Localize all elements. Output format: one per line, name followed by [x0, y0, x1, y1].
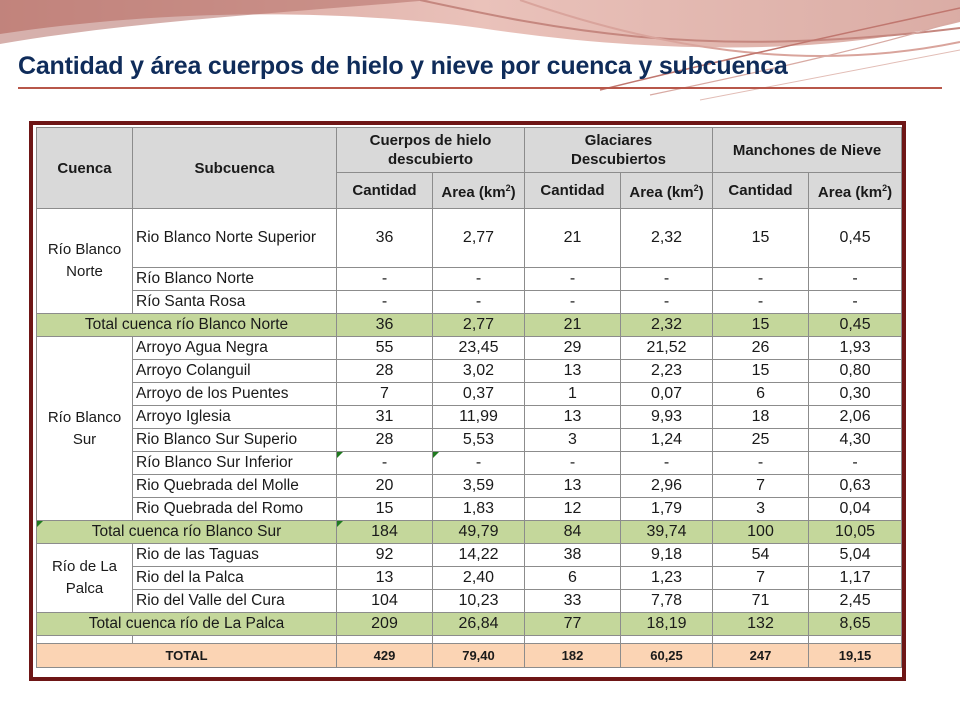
cell-a1: 49,79 — [433, 521, 525, 544]
cell-c2: 21 — [525, 314, 621, 337]
cuenca-cell: Río de La Palca — [37, 544, 133, 613]
header-cuenca: Cuenca — [37, 128, 133, 209]
subcuenca-cell: Rio de las Taguas — [133, 544, 337, 567]
cell-c1: 28 — [337, 429, 433, 452]
cell-c1: 7 — [337, 383, 433, 406]
subtotal-label: Total cuenca río de La Palca — [37, 613, 337, 636]
cell-c1: 13 — [337, 567, 433, 590]
header-cantidad-1: Cantidad — [337, 173, 433, 209]
cell-c3: 100 — [713, 521, 809, 544]
subcuenca-cell: Arroyo Iglesia — [133, 406, 337, 429]
header-ice-bodies: Cuerpos de hielo descubierto — [337, 128, 525, 173]
cell-c2: 13 — [525, 475, 621, 498]
cell-a3: 1,17 — [809, 567, 902, 590]
table-row — [37, 475, 902, 498]
table-row — [37, 452, 902, 475]
cell-a2: 1,23 — [621, 567, 713, 590]
table-row — [37, 429, 902, 452]
cell-c2: 21 — [525, 209, 621, 268]
spacer-cell — [621, 636, 713, 644]
subtotal-row — [37, 613, 902, 636]
header-area-1: Area $(km^2)$ — [433, 173, 525, 209]
cell-a3: 0,63 — [809, 475, 902, 498]
page-title: Cantidad y área cuerpos de hielo y nieve por cuenca y subcuenca — [18, 52, 788, 80]
cell-a1: 3,02 — [433, 360, 525, 383]
cell-c2: 33 — [525, 590, 621, 613]
cell-c2: 84 — [525, 521, 621, 544]
cell-a2: 2,32 — [621, 314, 713, 337]
cell-c3: 6 — [713, 383, 809, 406]
cell-c2: 77 — [525, 613, 621, 636]
table-row — [37, 268, 902, 291]
cell-c1: 15 — [337, 498, 433, 521]
cell-a2: 18,19 — [621, 613, 713, 636]
header-subcuenca: Subcuenca — [133, 128, 337, 209]
cell-c2: 29 — [525, 337, 621, 360]
cell-a3: 2,06 — [809, 406, 902, 429]
spacer-cell — [809, 636, 902, 644]
subtotal-row — [37, 314, 902, 337]
cell-a3: 4,30 — [809, 429, 902, 452]
table-row — [37, 291, 902, 314]
cell-a1: 14,22 — [433, 544, 525, 567]
cell-a1: - — [433, 291, 525, 314]
cell-a2: - — [621, 291, 713, 314]
cell-a2: 9,18 — [621, 544, 713, 567]
cuenca-cell: Río Blanco Norte — [37, 209, 133, 314]
cell-a1: 5,53 — [433, 429, 525, 452]
subcuenca-cell: Rio Blanco Norte Superior — [133, 209, 337, 268]
table-row — [37, 383, 902, 406]
spacer-cell — [133, 636, 337, 644]
cell-a2: 2,96 — [621, 475, 713, 498]
cell-c3: - — [713, 452, 809, 475]
cell-a1: 3,59 — [433, 475, 525, 498]
subcuenca-cell: Arroyo Colanguil — [133, 360, 337, 383]
header-cantidad-3: Cantidad — [713, 173, 809, 209]
cell-c3: - — [713, 268, 809, 291]
cell-a2: 1,79 — [621, 498, 713, 521]
subcuenca-cell: Arroyo Agua Negra — [133, 337, 337, 360]
cell-c3: 71 — [713, 590, 809, 613]
subcuenca-cell: Arroyo de los Puentes — [133, 383, 337, 406]
cell-c1: 36 — [337, 209, 433, 268]
cell-a3: - — [809, 452, 902, 475]
cell-c1: 28 — [337, 360, 433, 383]
subcuenca-cell: Río Santa Rosa — [133, 291, 337, 314]
cell-a1: 2,77 — [433, 209, 525, 268]
table-frame — [29, 121, 906, 681]
cell-a2: 1,24 — [621, 429, 713, 452]
cell-a3: 0,04 — [809, 498, 902, 521]
cell-a3: 1,93 — [809, 337, 902, 360]
subtotal-label: Total cuenca río Blanco Sur — [37, 521, 337, 544]
cell-c2: 3 — [525, 429, 621, 452]
cell-a3: - — [809, 291, 902, 314]
subtotal-row — [37, 521, 902, 544]
cell-c2: - — [525, 452, 621, 475]
cell-a2: - — [621, 268, 713, 291]
cell-c1: 184 — [337, 521, 433, 544]
cuenca-cell: Río Blanco Sur — [37, 337, 133, 521]
cell-c1: 55 — [337, 337, 433, 360]
table-row — [37, 209, 902, 268]
cell-a2: 60,25 — [621, 644, 713, 668]
table-row — [37, 498, 902, 521]
cell-c2: 13 — [525, 360, 621, 383]
cell-c3: 15 — [713, 314, 809, 337]
cell-c3: 26 — [713, 337, 809, 360]
cell-c1: - — [337, 291, 433, 314]
cell-c2: 13 — [525, 406, 621, 429]
cell-c1: 20 — [337, 475, 433, 498]
cell-c1: 36 — [337, 314, 433, 337]
cell-a2: 39,74 — [621, 521, 713, 544]
table-row — [37, 360, 902, 383]
cell-c2: 6 — [525, 567, 621, 590]
cell-a3: 0,45 — [809, 209, 902, 268]
cell-c3: 247 — [713, 644, 809, 668]
header-area-2: Area $(km^2)$ — [621, 173, 713, 209]
header-snow-patches: Manchones de Nieve — [713, 128, 902, 173]
cell-a3: - — [809, 268, 902, 291]
cell-a2: 9,93 — [621, 406, 713, 429]
cell-a1: 1,83 — [433, 498, 525, 521]
subcuenca-cell: Rio Quebrada del Romo — [133, 498, 337, 521]
spacer-cell — [37, 636, 133, 644]
subcuenca-cell: Rio Blanco Sur Superio — [133, 429, 337, 452]
ice-snow-table — [36, 127, 902, 668]
cell-c3: 18 — [713, 406, 809, 429]
cell-a2: 2,32 — [621, 209, 713, 268]
header-cantidad-2: Cantidad — [525, 173, 621, 209]
title-underline — [18, 87, 942, 89]
cell-c3: 15 — [713, 209, 809, 268]
table-row — [37, 567, 902, 590]
cell-c2: 1 — [525, 383, 621, 406]
cell-c3: 132 — [713, 613, 809, 636]
cell-a3: 5,04 — [809, 544, 902, 567]
cell-a1: 0,37 — [433, 383, 525, 406]
cell-a2: 2,23 — [621, 360, 713, 383]
cell-c3: 3 — [713, 498, 809, 521]
cell-a1: 10,23 — [433, 590, 525, 613]
cell-a2: 7,78 — [621, 590, 713, 613]
table-row — [37, 406, 902, 429]
subcuenca-cell: Rio Quebrada del Molle — [133, 475, 337, 498]
cell-a1: 23,45 — [433, 337, 525, 360]
cell-c2: - — [525, 291, 621, 314]
cell-c3: - — [713, 291, 809, 314]
cell-c3: 7 — [713, 567, 809, 590]
cell-a1: 26,84 — [433, 613, 525, 636]
cell-c3: 25 — [713, 429, 809, 452]
cell-a2: 0,07 — [621, 383, 713, 406]
cell-a3: 8,65 — [809, 613, 902, 636]
cell-a1: - — [433, 452, 525, 475]
cell-c2: - — [525, 268, 621, 291]
subcuenca-cell: Río Blanco Norte — [133, 268, 337, 291]
cell-a1: 11,99 — [433, 406, 525, 429]
spacer-cell — [525, 636, 621, 644]
cell-a3: 19,15 — [809, 644, 902, 668]
subcuenca-cell: Rio del la Palca — [133, 567, 337, 590]
cell-a1: 2,40 — [433, 567, 525, 590]
cell-c1: - — [337, 268, 433, 291]
cell-c1: 92 — [337, 544, 433, 567]
cell-a2: - — [621, 452, 713, 475]
cell-c3: 7 — [713, 475, 809, 498]
cell-c1: 209 — [337, 613, 433, 636]
cell-c1: 429 — [337, 644, 433, 668]
spacer-row — [37, 636, 902, 644]
header-glaciers: Glaciares Descubiertos — [525, 128, 713, 173]
cell-c2: 182 — [525, 644, 621, 668]
header-area-3: Area $(km^2)$ — [809, 173, 902, 209]
cell-c1: 31 — [337, 406, 433, 429]
cell-c2: 38 — [525, 544, 621, 567]
cell-a3: 0,80 — [809, 360, 902, 383]
table-row — [37, 590, 902, 613]
grand-total-label: TOTAL — [37, 644, 337, 668]
cell-c3: 15 — [713, 360, 809, 383]
cell-a3: 10,05 — [809, 521, 902, 544]
subcuenca-cell: Río Blanco Sur Inferior — [133, 452, 337, 475]
spacer-cell — [433, 636, 525, 644]
cell-c1: - — [337, 452, 433, 475]
cell-a1: - — [433, 268, 525, 291]
cell-c3: 54 — [713, 544, 809, 567]
cell-c2: 12 — [525, 498, 621, 521]
subcuenca-cell: Rio del Valle del Cura — [133, 590, 337, 613]
table-row — [37, 337, 902, 360]
cell-c1: 104 — [337, 590, 433, 613]
subtotal-label: Total cuenca río Blanco Norte — [37, 314, 337, 337]
cell-a3: 0,30 — [809, 383, 902, 406]
cell-a3: 2,45 — [809, 590, 902, 613]
cell-a1: 79,40 — [433, 644, 525, 668]
spacer-cell — [713, 636, 809, 644]
grand-total-row — [37, 644, 902, 668]
cell-a2: 21,52 — [621, 337, 713, 360]
cell-a3: 0,45 — [809, 314, 902, 337]
table-row — [37, 544, 902, 567]
spacer-cell — [337, 636, 433, 644]
cell-a1: 2,77 — [433, 314, 525, 337]
